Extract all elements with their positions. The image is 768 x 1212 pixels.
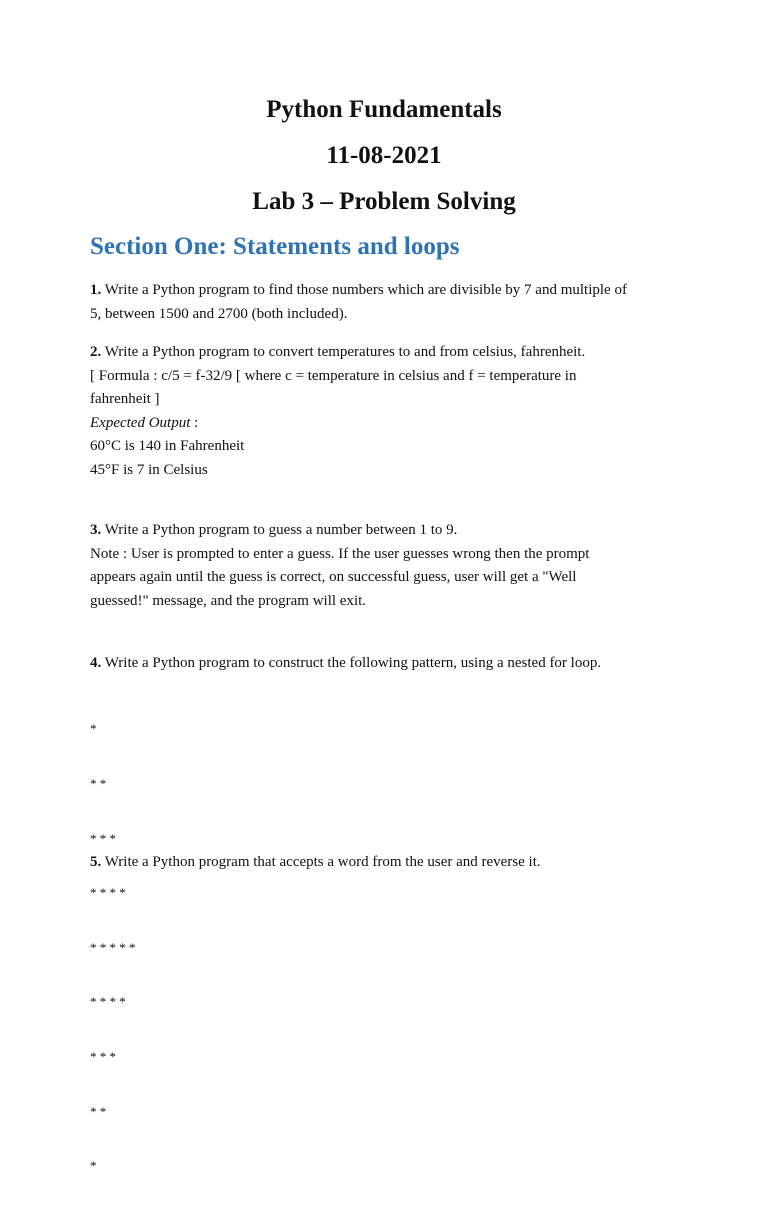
problem-3: [90, 519, 690, 613]
problem-2-number: 2.: [90, 344, 102, 360]
problem-2: [90, 341, 690, 482]
course-title: Python Fundamentals: [266, 96, 502, 123]
pattern-row: * * * *: [90, 885, 126, 901]
problem-2-text-3: fahrenheit ]: [90, 391, 160, 407]
problem-5-number: 5.: [90, 854, 102, 870]
problem-3-line-1: [90, 519, 690, 543]
problem-2-text-2: [ Formula : c/5 = f-32/9 [ where c = temperature in celsius and f = temperature in: [90, 367, 577, 384]
pattern-row: * *: [90, 1103, 107, 1119]
lab-date: 11-08-2021: [326, 142, 442, 169]
pattern-row: * * *: [90, 830, 116, 846]
problem-3-text-4: guessed!" message, and the program will exit.: [90, 592, 367, 609]
problem-4-line-1: [90, 652, 690, 676]
pattern-row: * * * *: [90, 994, 126, 1010]
problem-1-text-1: Write a Python program to find those numbers which are divisible by 7 and multiple of: [101, 282, 627, 298]
problem-3-text-1: Write a Python program to guess a number between 1 to 9.: [101, 522, 458, 538]
problem-2-text-1: Write a Python program to convert temperatures to and from celsius, fahrenheit.: [101, 344, 586, 360]
expected-output-1: 60°C is 140 in Fahrenheit: [90, 438, 245, 454]
section-heading: Section One: Statements and loops: [90, 233, 460, 260]
pattern-row: * *: [90, 776, 107, 791]
problem-1: [90, 279, 690, 326]
pattern-row: * * * * *: [90, 939, 136, 955]
problem-2-line-1: [90, 341, 690, 365]
problem-4-number: 4.: [90, 655, 102, 671]
problem-1-number: 1.: [90, 282, 102, 298]
problem-1-line-1: [90, 279, 690, 303]
expected-output-label: Expected Output: [90, 414, 191, 431]
pattern-row: *: [90, 1158, 97, 1174]
star-pattern: [90, 684, 136, 1212]
problem-1-text-2: 5, between 1500 and 2700 (both included).: [90, 305, 348, 322]
pattern-row: * * *: [90, 1048, 116, 1064]
expected-output-suffix: :: [190, 414, 199, 431]
problem-4-text-1: Write a Python program to construct the following pattern, using a nested for loop.: [101, 655, 602, 671]
problem-4: [90, 652, 690, 676]
problem-5-line-1: [90, 851, 690, 875]
expected-output-2: 45°F is 7 in Celsius: [90, 461, 208, 478]
problem-5: [90, 851, 690, 875]
problem-3-number: 3.: [90, 522, 102, 538]
lab-title: Lab 3 – Problem Solving: [252, 188, 516, 215]
pattern-row: *: [90, 721, 97, 737]
expected-output-line: [90, 412, 690, 436]
problem-3-text-3: appears again until the guess is correct, on successful guess, user will get a "Well: [90, 569, 577, 585]
problem-3-text-2: Note : User is prompted to enter a guess. If the user guesses wrong then the prompt: [90, 545, 590, 562]
problem-5-text-1: Write a Python program that accepts a word from the user and reverse it.: [101, 854, 541, 870]
